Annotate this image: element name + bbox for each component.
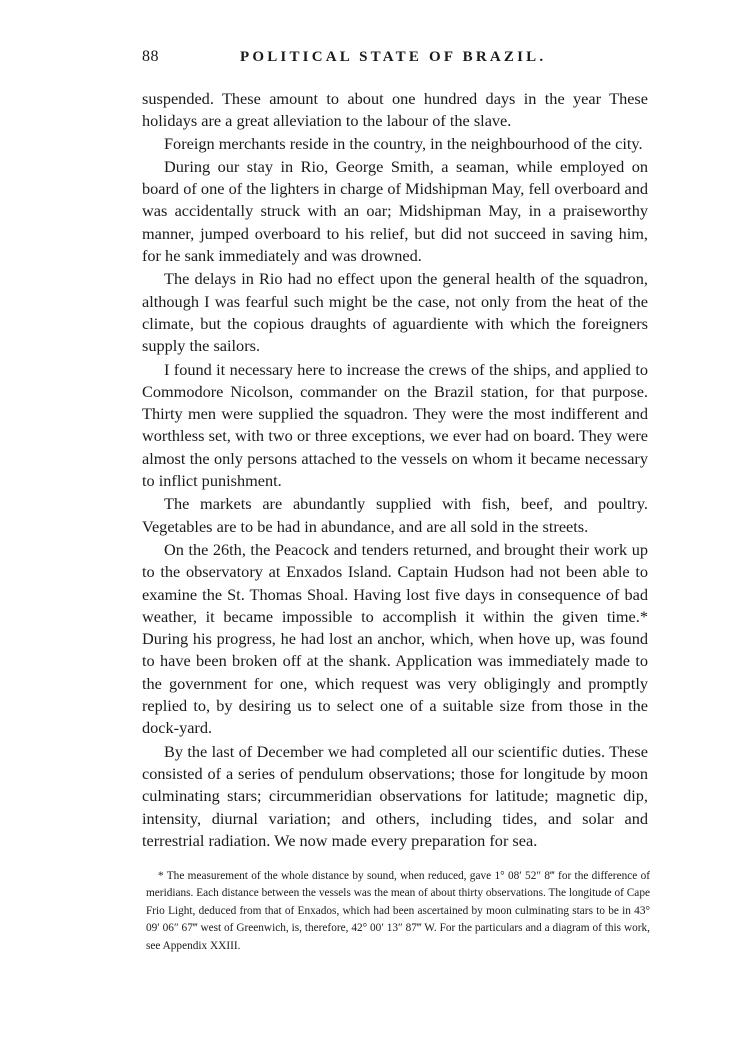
footnote-text: * The measurement of the whole distance by sound, when reduced, gave 1° 08′ 52″ 8‴ for the difference of meridians. Each distance between the vessels was the mean of about thirty observations. The longitude of Cape Frio Light, deduced from that of Enxados, which had been ascertained by moon culminating stars to be in 43° 09′ 06″ 67‴ west of Greenwich, is, therefore, 42° 00′ 13″ 87‴ W. For the particulars and a diagram of this work, see Appendix XXIII. <box>146 870 650 952</box>
paragraph-health: The delays in Rio had no effect upon the general health of the squadron, although I was fearful such might be the case, not only from the heat of the climate, but the copious draughts of aguardiente with which the foreigners supply the sailors. <box>142 269 648 356</box>
footnote <box>146 868 650 955</box>
page-header <box>142 48 648 74</box>
paragraph-crews: I found it necessary here to increase the crews of the ships, and applied to Commodore Nicolson, commander on the Brazil station, for that purpose. Thirty men were supplied the squadron. They were the most indifferent and worthless set, with two or three exceptions, we ever had on board. They were almost the only persons attached to the vessels on whom it became necessary to inflict punishment. <box>142 359 648 491</box>
paragraph-drowning: During our stay in Rio, George Smith, a seaman, while employed on board of one of the lighters in charge of Midshipman May, fell overboard and was accidentally struck with an oar; Midshipman May, in a praiseworthy manner, jumped overboard to his relief, but did not succeed in saving him, for he sank immediately and was drowned. <box>142 156 648 266</box>
paragraph-merchants: Foreign merchants reside in the country, in the neighbourhood of the city. <box>164 133 643 153</box>
running-title: POLITICAL STATE OF BRAZIL. <box>240 49 547 65</box>
paragraph-markets: The markets are abundantly supplied with fish, beef, and poultry. Vegetables are to be had in abundance, and are all sold in the streets. <box>142 494 648 536</box>
book-page <box>142 48 648 852</box>
paragraph-peacock: On the 26th, the Peacock and tenders returned, and brought their work up to the observatory at Enxados Island. Captain Hudson had not been able to examine the St. Thomas Shoal. Having lost five days in consequence of bad weather, it became impossible to accomplish it within the given time.* During his progress, he had lost an anchor, which, when hove up, was found to have been broken off at the shank. Application was immediately made to the government for one, which request was very obligingly and promptly replied to, by desiring us to select one of a suitable size from those in the dock-yard. <box>142 539 648 738</box>
page-number: 88 <box>142 48 159 65</box>
paragraph-holidays: suspended. These amount to about one hundred days in the year These holidays are a great alleviation to the labour of the slave. <box>142 89 648 131</box>
body-text <box>142 88 648 852</box>
paragraph-scientific-duties: By the last of December we had completed all our scientific duties. These consisted of a series of pendulum observations; those for longitude by moon culminating stars; circummeridian observations for latitude; magnetic dip, intensity, diurnal variation; and others, including tides, and solar and terrestrial radiation. We now made every preparation for sea. <box>142 741 648 850</box>
